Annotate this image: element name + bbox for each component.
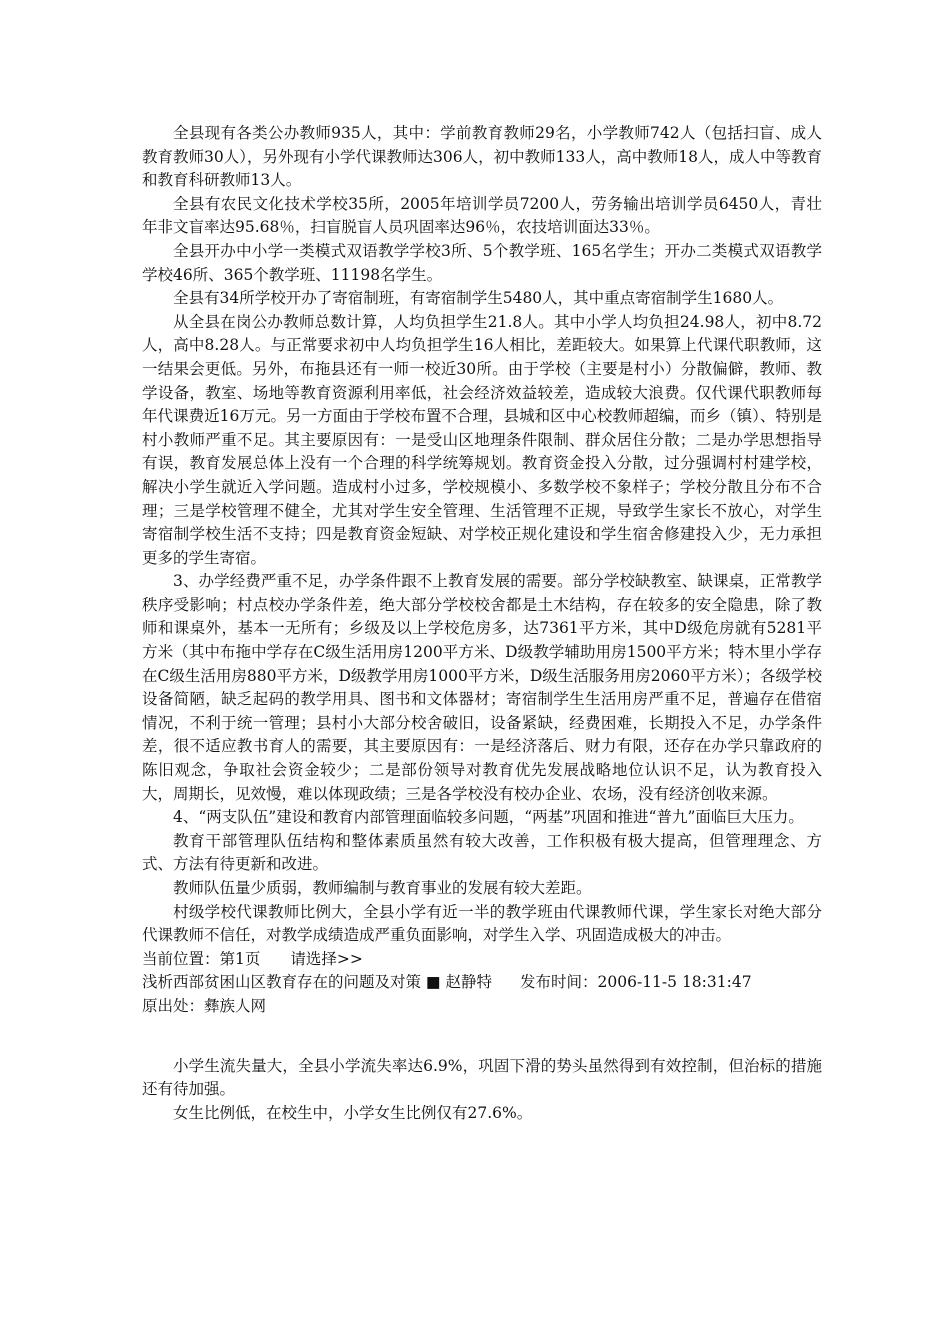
page-select-link[interactable]: 请选择>> <box>290 949 363 968</box>
document-page <box>142 122 822 1125</box>
paragraph-substitute-teachers: 村级学校代课教师比例大，全县小学有近一半的教学班由代课教师代课，学生家长对绝大部分代课教师不信任，对教学成绩造成严重负面影响，对学生入学、巩固造成极大的冲击。 <box>142 902 822 945</box>
article-meta <box>142 971 822 995</box>
article-title: 浅析西部贫困山区教育存在的问题及对策 ■ 赵静特 <box>142 973 493 992</box>
paragraph-two-teams: 4、“两支队伍”建设和教育内部管理面临较多问题，“两基”巩固和推进“普九”面临巨大压力。 <box>173 808 804 827</box>
paragraph-training: 全县有农民文化技术学校35所，2005年培训学员7200人，劳务输出培训学员6450人，青壮年非文盲率达95.68％，扫盲脱盲人员巩固率达96％，农技培训面达33％。 <box>142 194 822 237</box>
paragraph-teacher-ratio: 从全县在岗公办教师总数计算，人均负担学生21.8人。其中小学人均负担24.98人，初中8.72人，高中8.28人。与正常要求初中人均负担学生16人相比，差距较大。如果算上代课代职教师，这一结果会更低。另外，布拖县还有一师一校近30所。由于学校（主要是村小）分散偏僻，教师、教学设备，教室、场地等教育资源利用率低，社会经济效益较差，造成较大浪费。仅代课代职教师每年代课费近16万元。另一方面由于学校布置不合理，县城和区中心校教师超编，而乡（镇）、特别是村小教师严重不足。其主要原因有：一是受山区地理条件限制、群众居住分散；二是办学思想指导有误，教育发展总体上没有一个合理的科学统筹规划。教育资金投入分散，过分强调村村建学校，解决小学生就近入学问题。造成村小过多，学校规模小、多数学校不象样子；学校分散且分布不合理；三是学校管理不健全，尤其对学生安全管理、生活管理不正规，导致学生家长不放心，对学生寄宿制学校生活不支持；四是教育资金短缺、对学校正规化建设和学生宿舍修建投入少，无力承担更多的学生寄宿。 <box>142 312 822 567</box>
paragraph-bilingual: 全县开办中小学一类模式双语教学学校3所、5个教学班、165名学生；开办二类模式双语教学学校46所、365个教学班、11198名学生。 <box>142 241 822 284</box>
spacer <box>142 1019 822 1055</box>
current-page-label: 当前位置：第1页 <box>142 949 261 968</box>
paragraph-teachers: 全县现有各类公办教师935人，其中：学前教育教师29名，小学教师742人（包括扫盲、成人教育教师30人），另外现有小学代课教师达306人，初中教师133人，高中教师18人，成人中等教育和教育科研教师13人。 <box>142 124 822 190</box>
paragraph-funding: 3、办学经费严重不足，办学条件跟不上教育发展的需要。部分学校缺教室、缺课桌，正常教学秩序受影响；村点校办学条件差，绝大部分学校校舍都是土木结构，存在较多的安全隐患，除了教师和课桌外，基本一无所有；乡级及以上学校危房多，达7361平方米，其中D级危房就有5281平方米（其中布拖中学存在C级生活用房1200平方米、D级教学辅助用房1500平方米；特木里小学存在C级生活用房880平方米，D级教学用房1000平方米，D级生活服务用房2060平方米）；各级学校设备简陋，缺乏起码的教学用具、图书和文体器材；寄宿制学生生活用房严重不足，普遍存在借宿情况，不利于统一管理；县村小大部分校舍破旧，设备紧缺，经费困难，长期投入不足，办学条件差，很不适应教书育人的需要，其主要原因有：一是经济落后、财力有限，还存在办学只靠政府的陈旧观念，争取社会资金较少；二是部份领导对教育优先发展战略地位认识不足，认为教育投入大，周期长，见效慢，难以体现政绩；三是各学校没有校办企业、农场，没有经济创收来源。 <box>142 572 822 803</box>
paragraph-dropout: 小学生流失量大，全县小学流失率达6.9%，巩固下滑的势头虽然得到有效控制，但治标的措施还有待加强。 <box>142 1056 822 1099</box>
paragraph-teacher-quality: 教师队伍量少质弱，教师编制与教育事业的发展有较大差距。 <box>173 879 592 897</box>
article-source: 原出处：彝族人网 <box>142 996 267 1015</box>
paragraph-girls-ratio: 女生比例低，在校生中，小学女生比例仅有27.6%。 <box>173 1103 533 1122</box>
paragraph-management: 教育干部管理队伍结构和整体素质虽然有较大改善，工作积极有极大提高，但管理理念、方式、方法有待更新和改进。 <box>142 831 822 874</box>
page-navigation <box>142 948 822 972</box>
publish-time: 发布时间：2006-11-5 18:31:47 <box>520 973 752 992</box>
paragraph-boarding: 全县有34所学校开办了寄宿制班，有寄宿制学生5480人，其中重点寄宿制学生1680人。 <box>173 289 784 308</box>
